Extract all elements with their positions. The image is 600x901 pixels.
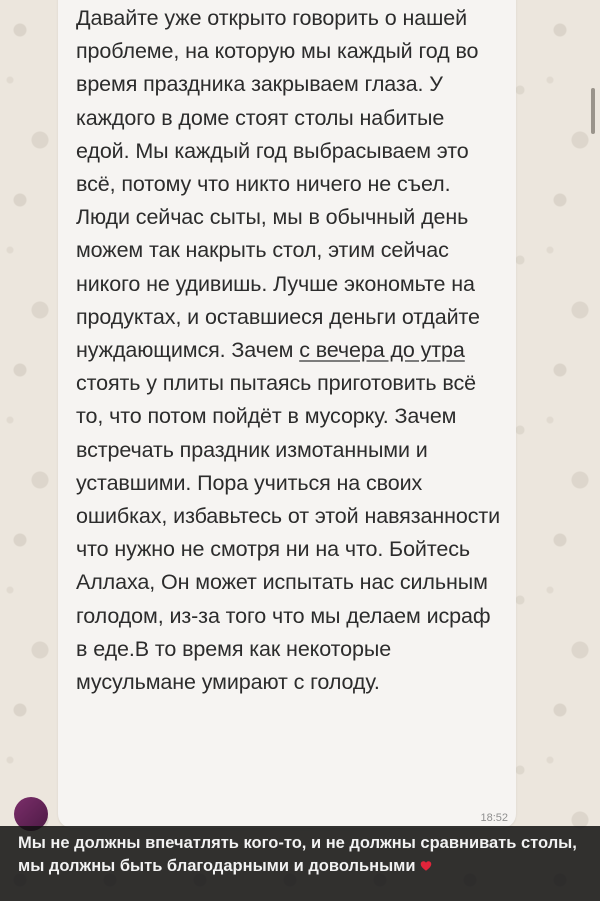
message-text-underlined: с вечера до утра	[299, 338, 465, 363]
caption-text	[18, 832, 582, 877]
message-text-part-2: стоять у плиты пытаясь приготовить всё то, что потом пойдёт в мусорку. Зачем встречать праздник измотанными и уставшими. Пора учиться на своих ошибках, избавьтесь от этой навязанности что нужно не смотря ни на что. Бойтесь Аллаха, Он может испытать нас сильным голодом, из-за того что мы делаем исраф в еде.В то время как некоторые мусульмане умирают с голоду.	[76, 371, 501, 695]
message-bubble[interactable]	[58, 0, 516, 828]
message-text	[76, 2, 502, 699]
scrollbar-thumb[interactable]	[591, 88, 595, 134]
caption-text-content: Мы не должны впечатлять кого-то, и не должны сравнивать столы, мы должны быть благодарными и довольными	[18, 834, 577, 875]
message-timestamp: 18:52	[480, 812, 508, 824]
message-text-part-1: Давайте уже открыто говорить о нашей проблеме, на которую мы каждый год во время праздника закрываем глаза. У каждого в доме стоят столы набитые едой. Мы каждый год выбрасываем это всё, потому что никто ничего не съел. Люди сейчас сыты, мы в обычный день можем так накрыть стол, этим сейчас никого не удивишь. Лучше экономьте на продуктах, и оставшиеся деньги отдайте нуждающимся. Зачем	[76, 6, 480, 363]
heart-icon	[420, 860, 432, 872]
story-caption	[0, 826, 600, 901]
